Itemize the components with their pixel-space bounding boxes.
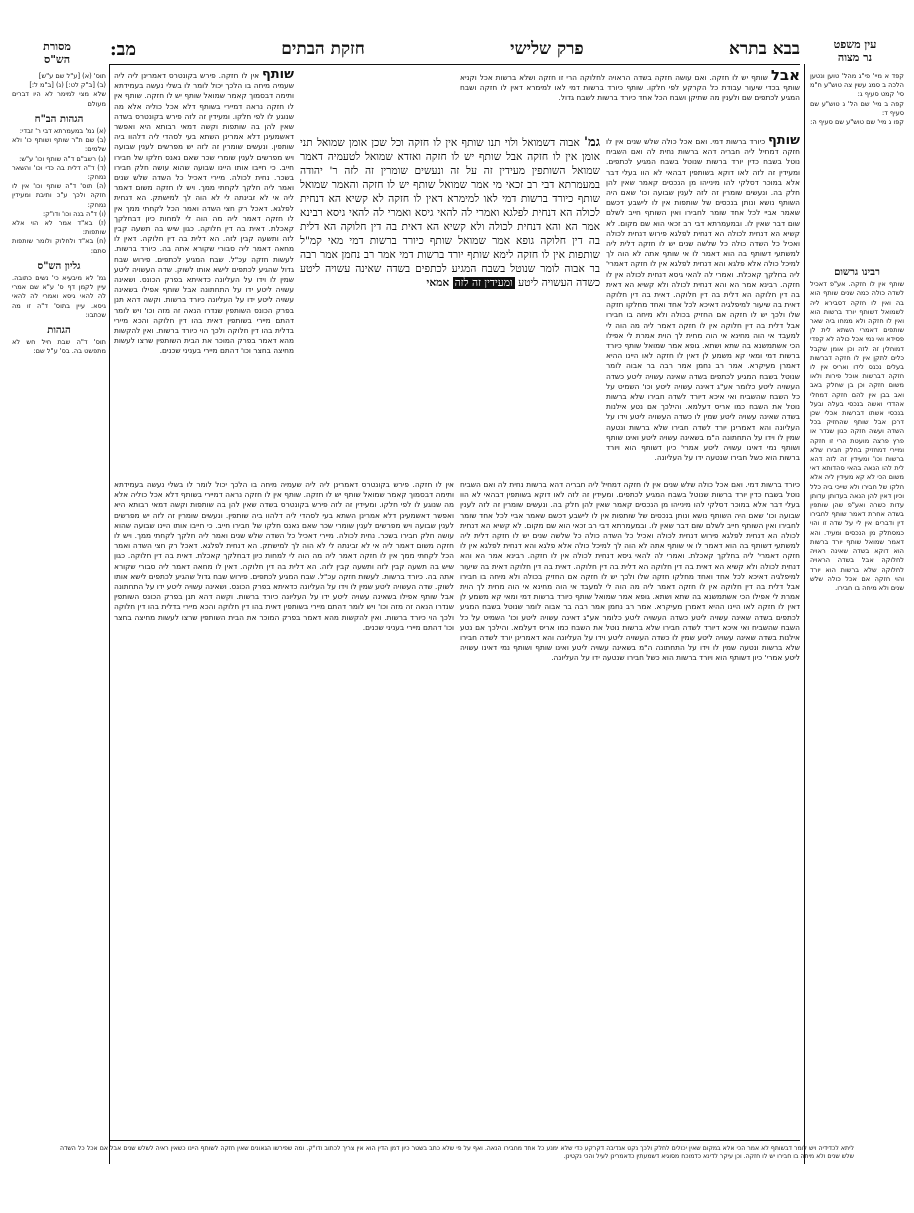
hagahot-habach-entry: (ב) שם ת"ר שותף ושותף כו' ולא שלמים: <box>12 136 106 154</box>
corner-left-line2: הש"ס <box>43 53 71 66</box>
rashbam-continuation: כיורד ברשות דמי. ואם אכל כולה שלש שנים אין לו חזקה דמחיל ליה חבריה דהא ברשות נחית לה ואם השביח נוטל בשבח כדין יורד ברשות שנוטל בשבח המגיע לכתפים. ומעידין זה לזה לאו דוקא בשותפין דבהאי לא הוו בעלי דבר אלא במוכר דסלקי להו מינייהו מן הנכסים קאמר שאין להן חלק בה. ונעשים שומרין זה לזה לענין שבועה וכו' שאם היה השותף נושא ונותן בנכסים של שותפות אין לו לישבע דכשם שאמר אביי לכל אחד שומר לחבירו ואין השותף חייב לשלם שום דבר שאין לו. ובמעמרתא דבי רב זכאי הוא שם מקום. לא קשיא הא דנחית לכולה הא דנחית לפלגא פירוש דנחית לכולה ואכיל כל השדה כולה כל שלשה שנים יש לו חזקה דלית ליה למשתעי דשותף בה הוא דאמר לו אי שותף אתה לא הוה לך למיכל כולה אלא פלגא והא דנחית לפלגא אין לו חזקה דאמרי' ליה בחלקך קאכלת. ואמרי לה להאי גיסא דנחית לכולה אין לו חזקה. רבינא אמר הא והא דנחית לכולה ולא קשיא הא דאית בה דין חלוקה הא דלית בה דין חלוקה. דאית בה דין חלוקה דאית בה שיעור למיפלגיה דאיכא לכל אחד ואחד מחלקו חזקה שלו ולכך יש לו חזקה אם החזיק בכולה ולא מיחה בו חבירו אבל דלית בה דין חלוקה אין לו חזקה דאמר ליה מה הוה לי למעבד אי הוה מחינא אי הוה מחית לך הוית אמרת לי אפילו הכי אשתמשנא בה שתא ושתא. גופא אמר שמואל שותף כיורד ברשות דמי ומאי קא משמע לן דאין לו חזקה לאו היינו ההיא דאמרן מעיקרא. אמר רב נחמן אמר רבה בר אבוה לומר שנוטל בשבח המגיע לכתפים בשדה שאינה עשויה ליטע כשדה העשויה ליטע כלומר אע"ג דאינה עשויה ליטע וכו' השמיט על כל השבח שהשביח ואי איכא דיורד לשדה חבירו שלא ברשות נוטל את השבח כמו אריס דעלמא. והילכך אם נטע אילנות בשדה שאינה עשויה ליטע שמין לו כשדה העשויה ליטע וידו על העליונה והא דאמרינן יורד לשדה חבירו שלא ברשות ונטעה שמין לו וידו על התחתונה ה"מ בשאינה עשויה ליטע ואינו שותף ושותף נמי דאינו עשויה ליטע אמרי' כיון דשותף הוא ויורד ברשות הוא כשל חבירו שנטעה ידו על העליונה. <box>460 480 800 663</box>
tosafot-text: אין לו חזקה. פירש בקונטרס דאמרינן ליה ליה שעמיה מיחה בו הלכך יכול לומר לו בשלי נעשה בעמידתא ותימה דבסמוך קאמר שמואל שותף יש לו חזקה. שותף אין לו חזקה נראה דמיירי בשותף דלא אכל כוליה אלא מה שנוגע לו לפי חלקו. ומעידין זה לזה פירש בקונטרס בשדה שאין להן בה שותפות וקשה דמאי רבותא היא ואפשר דאשמעינן דלא אמרינן השתא בעי לסהדי ליה דלהוו ביה שותפין. ונעשים שומרין זה לזה יש מפרשים לענין שבועה ויש מפרשים לענין שומרי שכר שאם נאנס חלקו של חבירו חייב. כי חייבו אותו היינו שבועה שהוא עושה חלק חבירו בשכר. נחית לכולה. מיירי דאכיל כל השדה שלש שנים ואמר ליה חלקך לקחתי ממך. ויש לו חזקה משום דאמר ליה אי לא זבינתה לי לא הוה לך למישתק. הא דנחית לפלגא. דאכל רק חצי השדה ואמר הכל לקחתי ממך אין לו חזקה דאמר ליה מה הוה לי למחות כיון דבחלקך קאכלת. דאית בה דין חלוקה. כגון שיש בה תשעה קבין לזה ותשעה קבין לזה. הא דלית בה דין חלוקה. דאין לו מחאה דאמר ליה סבורי שקורא אתה בה. כיורד ברשות. לעשות חזקה עכ"ל. שבח המגיע לכתפים. פירוש שבח גדול שהגיע לכתפים לישא אותו לשוק. שדה העשויה ליטע שמין לו וידו על העליונה כדאיתא בפרק הכונס. ושאינה עשויה ליטע ידו על התחתונה אבל שותף אפילו בשאינה עשויה ליטע ידו על העליונה כיורד ברשות. וקשה דהא תנן בפרק הכונס השותפין שנדרו הנאה זה מזה וכו' ויש לומר דהתם מיירי בשותפין דאית בהו דין חלוקה והכא מיירי בדלית בהו דין חלוקה ולכך הוי כיורד ברשות. ואין להקשות מהא דאמר בפרק המוכר את הבית השותפין שרצו לעשות מחיצה בחצר וכו' דהתם מיירי בעניני שכנים. <box>114 71 294 356</box>
rabbeinu-gershom-text: שותף אין לו חזקה. אע"פ דאכיל לשדה כולה כמה שנים שותף הוא בה ואין לו חזקה דסבירא ליה לשמואל דשותף יורד ברשות הוא ואין לו חזקה ולא ממחו ביה שאר שותפים דאמרי השתא לית לן פסידא ואי נמי אכל כולה לא קפדי דמוחלין זה לזה וכן אומן שקבל כלים לתקן אין לו חזקה דברשות בעלים נכנס לידו ואריס אין לו חזקה דברשות אוכל פירות ולאו משום חזקה וכן בן שחלק באב ואב בבן אין להם חזקה דמחלי אהדדי ואשה בנכסי בעלה ובעל בנכסי אשתו דברשות אכלי שכן דרכן אבל שותף שהחזיק בכל השדה ועשה חזקה כגון שגדר או פרץ פרצה מועטת הרי זו חזקה ומיירי דמחזיק בחלק חבירו שלא ברשות וכו' ומעידין זה לזה דהא לית להו הנאה בהאי סהדותא דאי משום הכי לא קא מעידין ליה אלא חלקו של חבירו ולא שייכי ביה כלל וכיון דאין להן הנאה בעדותן עדותן עדות כשרה ואע"פ שהן שותפין בשדה אחרת דאמר שותף לחבירו דין ודברים אין לי על שדה זו והוי כמסתלק מן הנכסים ומעיד. והא דאמר שמואל שותף יורד ברשות הוא דוקא בשדה שאינה ראויה לחלוקה אבל בשדה הראויה לחלוקה שלא ברשות הוא יורד והוי חזקה אם אכל כולה שלש שנים ולא מיחה בו חבירו. <box>810 280 904 592</box>
hagahot-habach-entry: (א) גמ' במעמרתא דבי ר' זבדי: <box>19 127 106 136</box>
tosafot-lead-word: שותף <box>262 70 294 82</box>
gemara-highlighted-phrase: ומעידין זה לזה <box>454 277 513 289</box>
hagahot-habach-entry: (ז) בא"ד אמר לא הוי אלא שותפות: <box>12 219 106 237</box>
gemara-tail-word: אמאי <box>426 277 450 289</box>
rashbam-text: כיורד ברשות דמי. ואם אכל כולה שלש שנים אין לו חזקה דמחיל ליה חבריה דהא ברשות נחית לה ואם השביח נוטל בשבח כדין יורד ברשות שנוטל בשבח המגיע לכתפים. ומעידין זה לזה לאו דוקא בשותפין דבהאי לא הוו בעלי דבר אלא במוכר דסלקי להו מינייהו מן הנכסים קאמר שאין להן חלק בה. ונעשים שומרין זה לזה לענין שבועה וכו' שאם היה השותף נושא ונותן בנכסים של שותפות אין לו לישבע דכשם שאמר אביי לכל אחד שומר לחבירו ואין השותף חייב לשלם שום דבר שאין לו. ובמעמרתא דבי רב זכאי הוא שם מקום. לא קשיא הא דנחית לכולה הא דנחית לפלגא פירוש דנחית לכולה ואכיל כל השדה כולה כל שלשה שנים יש לו חזקה דלית ליה למשתעי דשותף בה הוא דאמר לו אי שותף אתה לא הוה לך למיכל כולה אלא פלגא והא דנחית לפלגא אין לו חזקה דאמרי' ליה בחלקך קאכלת. ואמרי לה להאי גיסא דנחית לכולה אין לו חזקה. רבינא אמר הא והא דנחית לכולה ולא קשיא הא דאית בה דין חלוקה הא דלית בה דין חלוקה. דאית בה דין חלוקה דאית בה שיעור למיפלגיה דאיכא לכל אחד ואחד מחלקו חזקה שלו ולכך יש לו חזקה אם החזיק בכולה ולא מיחה בו חבירו אבל דלית בה דין חלוקה אין לו חזקה דאמר ליה מה הוה לי למעבד אי הוה מחינא אי הוה מחית לך הוית אמרת לי אפילו הכי אשתמשנא בה שתא ושתא. גופא אמר שמואל שותף כיורד ברשות דמי ומאי קא משמע לן דאין לו חזקה לאו היינו ההיא דאמרן מעיקרא. אמר רב נחמן אמר רבה בר אבוה לומר שנוטל בשבח המגיע לכתפים בשדה שאינה עשויה ליטע כשדה העשויה ליטע כלומר אע"ג דאינה עשויה ליטע וכו' השמיט על כל השבח שהשביח ואי איכא דיורד לשדה חבירו שלא ברשות נוטל את השבח כמו אריס דעלמא. והילכך אם נטע אילנות בשדה שאינה עשויה ליטע שמין לו כשדה העשויה ליטע וידו על העליונה והא דאמרינן יורד לשדה חבירו שלא ברשות ונטעה שמין לו וידו על התחתונה ה"מ בשאינה עשויה ליטע ואינו שותף ושותף נמי דאינו עשויה ליטע אמרי' כיון דשותף הוא ויורד ברשות הוא כשל חבירו שנטעה ידו על העליונה. <box>606 137 800 463</box>
masoret-entry: תוס' (א) [ע"ל שם ע"ש] <box>38 72 106 80</box>
left-margin-rule <box>109 64 110 1164</box>
tosafot-lower-column <box>114 480 454 1135</box>
ein-mishpat-entry: קפו ג מיי' שם טוש"ע שם סעיף ה: <box>810 118 904 127</box>
rabbeinu-gershom-title: רבינו גרשום <box>834 267 880 278</box>
page-header <box>110 36 800 62</box>
hagahot-title: הגהות <box>47 325 71 337</box>
tractate-name: בבא בתרא <box>728 39 800 59</box>
hagahot-habach-title: הגהות הב"ח <box>34 113 84 125</box>
rabbeinu-gershom-column <box>810 262 904 1137</box>
gilyon-hashas-text: גמ' לא מיבעיא כי' נשים כתובה. עיין לקמן דף ס' ע"א שם אמרי לה להאי גיסא ואמרי לה להאי גיסא. עיין בתוס' ד"ה זו מה שכתבו: <box>12 274 106 319</box>
hagahot-text: תוס' ד"ה שבת חיל חש לא מתפשט בה. בס' ע"ל שם: <box>12 338 106 356</box>
folio-number: מב: <box>110 38 136 60</box>
right-margin-rule <box>804 64 805 1164</box>
rashbam-top-column <box>606 136 800 472</box>
ein-mishpat-entry: קפד א מיי' פי"ג מהל' טוען ונטען הלכה ב סמג עשין צה טוש"ע ח"מ סי' קמט סעיף ג: <box>810 72 904 99</box>
mishnah-block <box>460 70 800 132</box>
masoret-column <box>12 72 106 1142</box>
tosafot-continuation: אין לו חזקה. פירש בקונטרס דאמרינן ליה ליה שעמיה מיחה בו הלכך יכול לומר לו בשלי נעשה בעמידתא ותימה דבסמוך קאמר שמואל שותף יש לו חזקה. שותף אין לו חזקה נראה דמיירי בשותף דלא אכל כוליה אלא מה שנוגע לו לפי חלקו. ומעידין זה לזה פירש בקונטרס בשדה שאין להן בה שותפות וקשה דמאי רבותא היא ואפשר דאשמעינן דלא אמרינן השתא בעי לסהדי ליה דלהוו ביה שותפין. ונעשים שומרין זה לזה יש מפרשים לענין שבועה ויש מפרשים לענין שומרי שכר שאם נאנס חלקו של חבירו חייב. כי חייבו אותו היינו שבועה שהוא עושה חלק חבירו בשכר. נחית לכולה. מיירי דאכיל כל השדה שלש שנים ואמר ליה חלקך לקחתי ממך. ויש לו חזקה משום דאמר ליה אי לא זבינתה לי לא הוה לך למישתק. הא דנחית לפלגא. דאכל רק חצי השדה ואמר הכל לקחתי ממך אין לו חזקה דאמר ליה מה הוה לי למחות כיון דבחלקך קאכלת. דאית בה דין חלוקה. כגון שיש בה תשעה קבין לזה ותשעה קבין לזה. הא דלית בה דין חלוקה. דאין לו מחאה דאמר ליה סבורי שקורא אתה בה. כיורד ברשות. לעשות חזקה עכ"ל. שבח המגיע לכתפים. פירוש שבח גדול שהגיע לכתפים לישא אותו לשוק. שדה העשויה ליטע שמין לו וידו על העליונה כדאיתא בפרק הכונס. ושאינה עשויה ליטע ידו על התחתונה אבל שותף אפילו בשאינה עשויה ליטע ידו על העליונה כיורד ברשות. וקשה דהא תנן בפרק הכונס השותפין שנדרו הנאה זה מזה וכו' ויש לומר דהתם מיירי בשותפין דאית בהו דין חלוקה והכא מיירי בדלית בהו דין חלוקה ולכך הוי כיורד ברשות. ואין להקשות מהא דאמר בפרק המוכר את הבית השותפין שרצו לעשות מחיצה בחצר וכו' דהתם מיירי בעניני שכנים. <box>114 480 454 632</box>
corner-right-line2: נר מצוה <box>837 51 873 64</box>
mishnah-text: שותף יש לו חזקה. ואם עושה חזקה בשדה הראויה לחלוקה הרי זו חזקה ושלא ברשות אכל וקניא שותף בכדי שיעור עבודת כל הקרקע לפי חלקו. שותף כיורד ברשות דמי לאו למימרא דאין לו חזקה ושבח המגיע לכתפים שם ולענין מה שתיקן ושבח הכל אחד כיורד ברשות לשבח גדול. <box>460 73 800 103</box>
corner-left-line1: מסורת <box>43 40 71 53</box>
chapter-name: חזקת הבתים <box>281 39 365 59</box>
masoret-heading <box>14 40 100 66</box>
hagahot-habach-entry: (ח) בא"ד ולחלוק ולומר שותפות סתם: <box>12 237 106 255</box>
bottom-rule <box>110 1140 800 1141</box>
tosafot-top-column <box>114 70 294 476</box>
rashbam-lead-word: שותף <box>768 136 800 148</box>
hagahot-habach-entry: (ו) ד"ה בנה וכו' ודו"ק: <box>42 209 106 218</box>
gemara-text: אבוה דשמואל ולוי תנו שותף אין לו חזקה וכל שכן אומן שמואל תני אומן אין לו חזקה אבל שותף יש לו חזקה ואזדא שמואל לטעמיה דאמר שמואל השותפין מעידין זה על זה ונעשים שומרין זה לזה ר' יהודה במעמרתא דבי רב זכאי מי אמר שמואל שותף יש לו חזקה והאמר שמואל שותף כיורד ברשות דמי לאו למימרא דאין לו חזקה לא קשיא הא דנחית לכולה הא דנחית לפלגא ואמרי לה להאי גיסא ואמרי לה להאי גיסא רבינא אמר הא והא דנחית לכולה ולא קשיא הא דאית בה דין חלוקה הא דלית בה דין חלוקה גופא אמר שמואל שותף כיורד ברשות דמי מאי קמ"ל שותפות אין לו חזקה לימא שותף יורד ברשות דמי אמר רב נחמן אמר רבה בר אבוה לומר שנוטל בשבח המגיע לכתפים בשדה שאינה עשויה ליטע כשדה העשויה ליטע <box>300 137 600 289</box>
hagahot-habach-entry: (ה) תוס' ד"ה שותף וכו' אין לו חזקה ולכך ע"כ ותיבת ומעידין נמחק: <box>12 182 106 209</box>
gemara-column <box>300 136 600 476</box>
gilyon-hashas-title: גליון הש"ס <box>37 260 81 272</box>
bottom-note: ליתא לכדידיה ויש לומר דבשותף לא אמר הכי אלא במקום שאין יכולים לחלק ולכך נקט אנדיבה דקרקע כדי שלא ימנע כל אחד מחבירו הנאה. ואף על פי שלא כתב בשטר כיון דמן הדין הוא אין צריך לכתוב ודו"ק. ומה שפירשו הגאונים שאין חזקה לשותף היינו כשאין ראיה לשלש שנים אבל אם אכל כל השדה שלש שנים ולא מיחה בו חבירו יש לו חזקה. וכן עיקר לדינא כדמוכח מסוגיא דשמעתין כדאמרינן לעיל והכי נקטינן. <box>60 1145 854 1161</box>
hagahot-habach-entry: (ד) ד"ה דלית בה כדי וכו' והשאר נמחק: <box>12 163 106 182</box>
gemara-lead-word: גמ' <box>584 136 600 150</box>
hagahot-habach-entry: (ג) רשב"ם ד"ה שותף וכו' ע"ש: <box>19 154 106 163</box>
header-rule <box>110 64 800 65</box>
chapter-number: פרק שלישי <box>510 39 584 59</box>
ein-mishpat-entry: קפה ב מיי' שם הל' ג טוש"ע שם סעיף ד: <box>810 99 904 117</box>
ein-mishpat-heading <box>810 38 900 64</box>
masoret-entry: שלא מצי למימר לא היו דברים מעולם <box>12 90 106 108</box>
corner-right-line1: עין משפט <box>833 38 877 51</box>
rashbam-lower-column <box>460 480 800 1135</box>
ein-mishpat-column <box>810 72 904 242</box>
masoret-entry: (ב) [ב"ק לט:] (ג) [ב"מ ל:] <box>29 81 106 90</box>
mishnah-lead-word: אבל <box>770 70 800 84</box>
